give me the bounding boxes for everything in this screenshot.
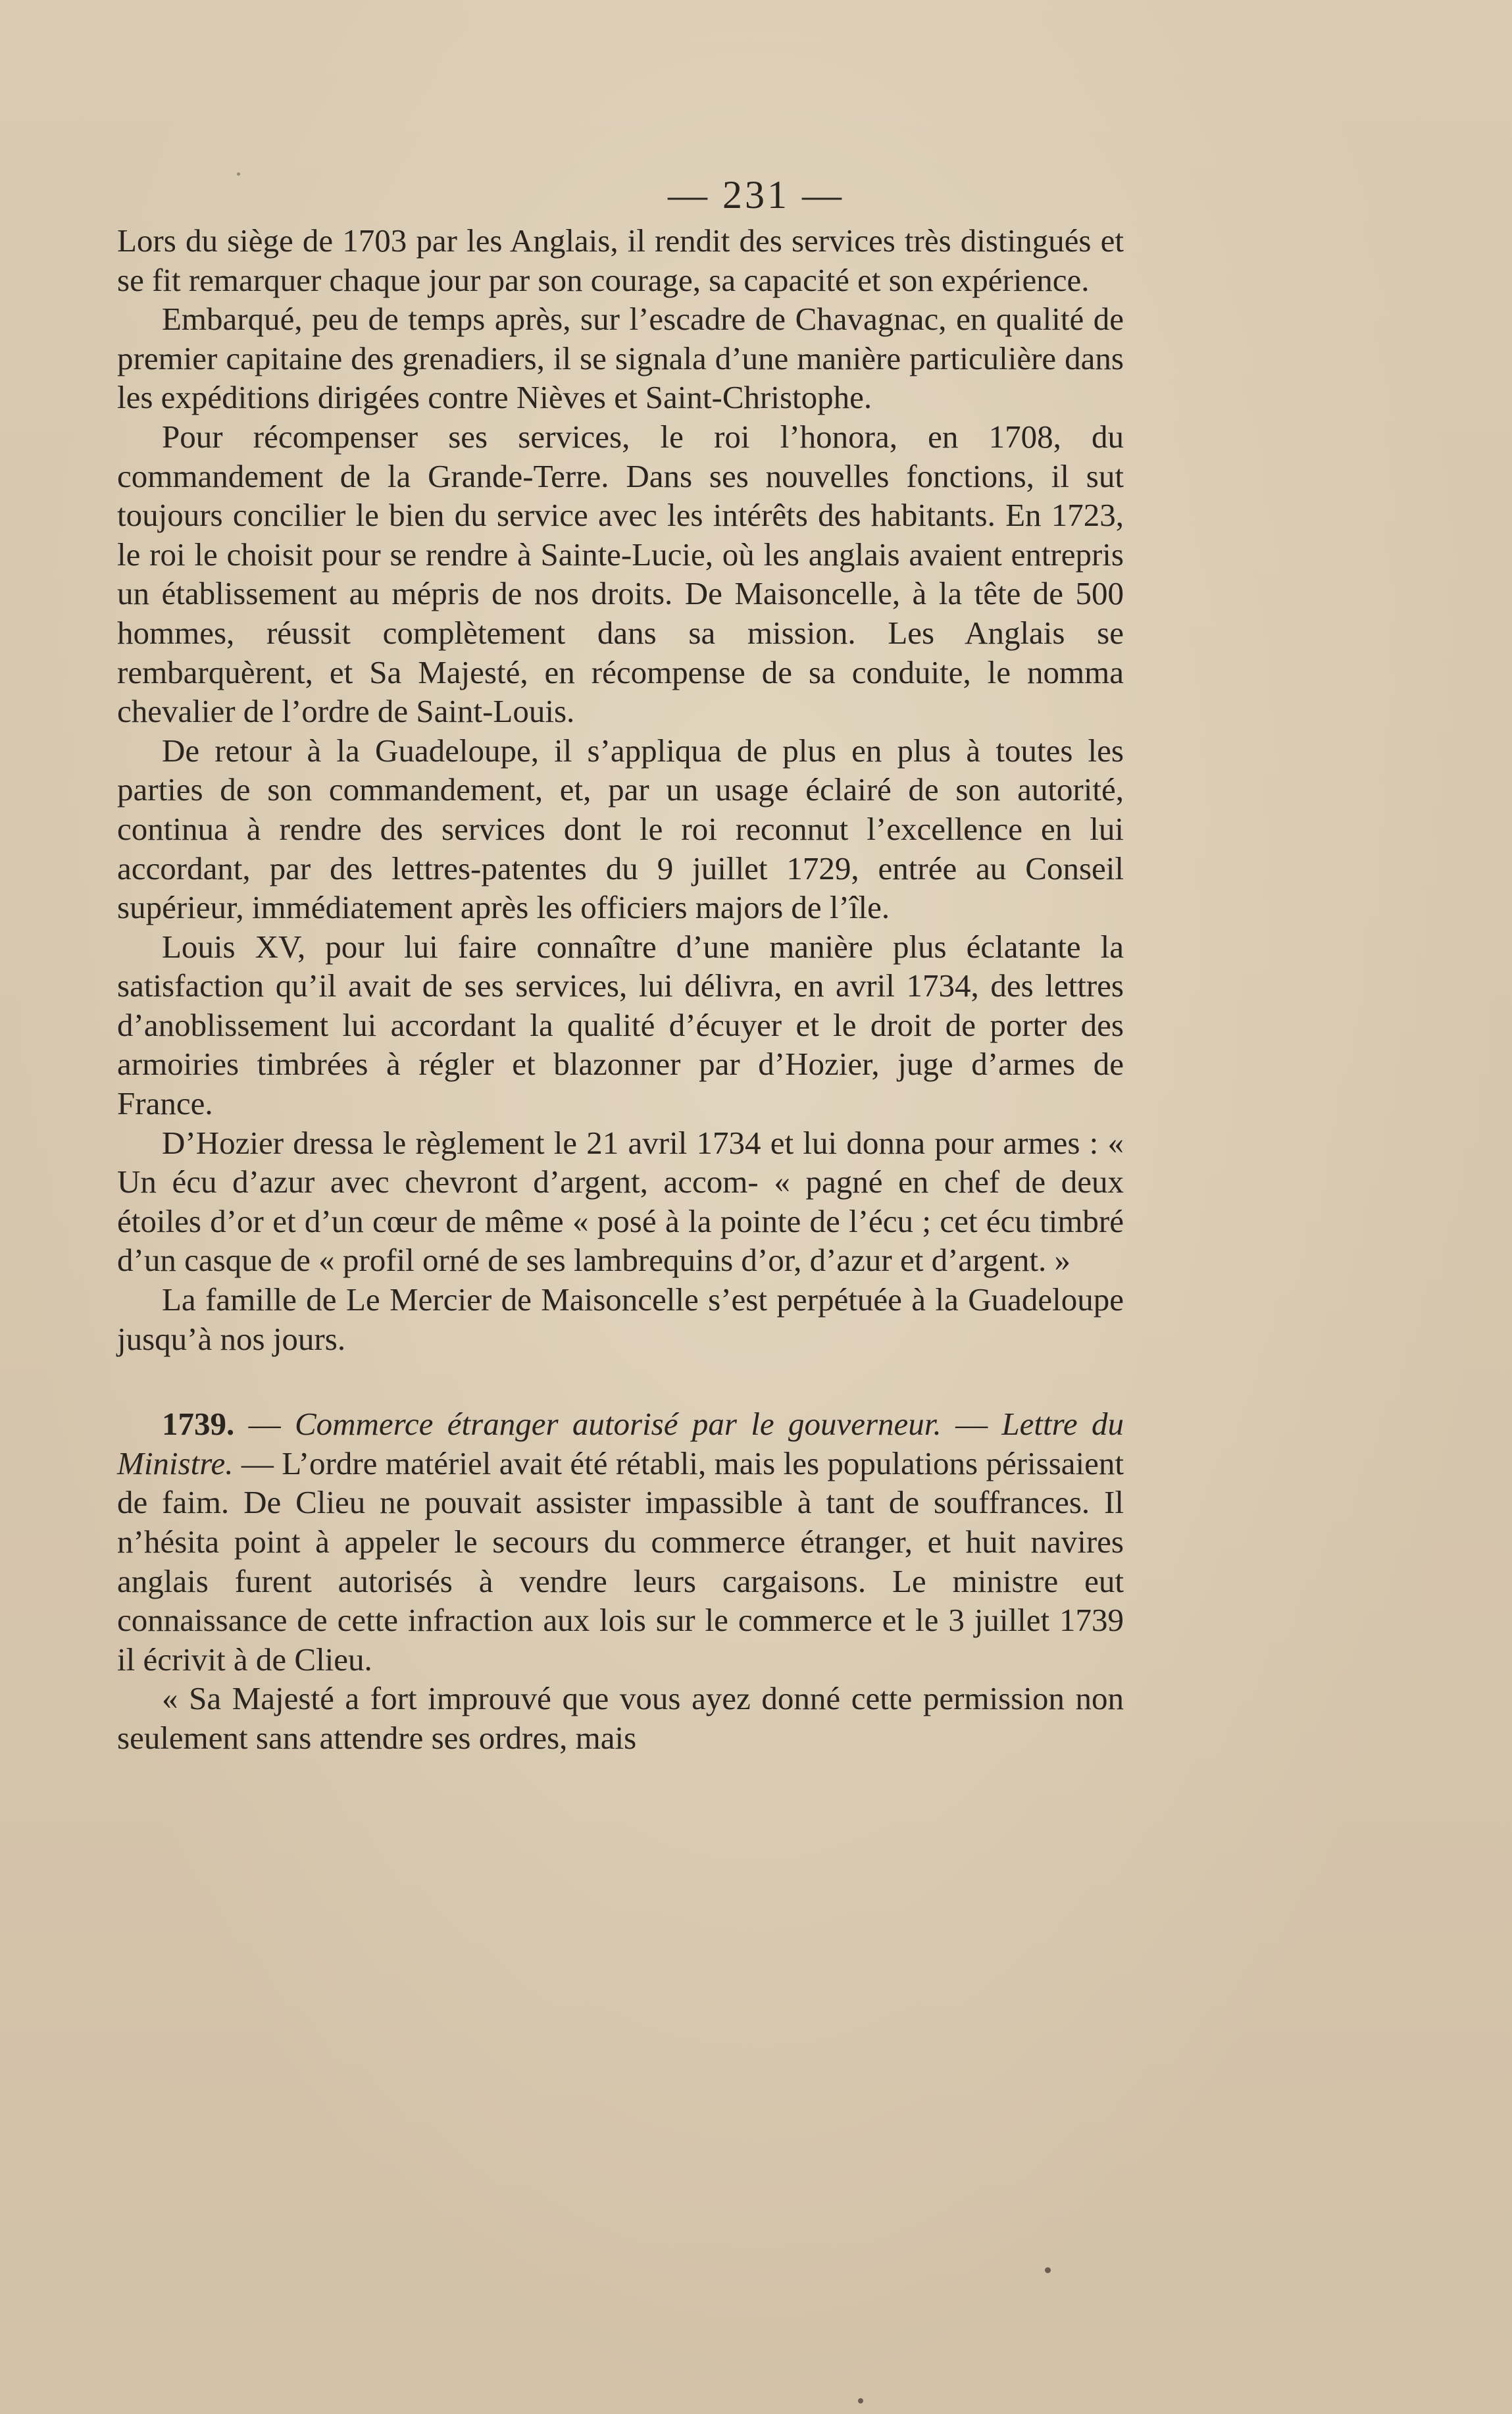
main-text bbox=[117, 221, 1124, 1758]
section-subtitle: Lettre du Ministre. bbox=[117, 1406, 1124, 1481]
section-dash: — bbox=[955, 1406, 988, 1443]
section-spacer bbox=[117, 1358, 1124, 1404]
paragraph: Pour récompenser ses services, le roi l’honora, en 1708, du commandement de la Grande-Terre. Dans ses nouvelles fonctions, il sut toujours concilier le bien du service avec les intérêts des habitants. En 1723, le roi le choisit pour se rendre à Sainte-Lucie, où les anglais avaient entrepris un établissement au mépris de nos droits. De Maisoncelle, à la tête de 500 hommes, réussit complètement dans sa mission. Les Anglais se rembarquèrent, et Sa Majesté, en récompense de sa conduite, le nomma chevalier de l’ordre de Saint-Louis. bbox=[117, 418, 1124, 730]
page-number: — 231 — bbox=[668, 173, 844, 217]
paragraph: Embarqué, peu de temps après, sur l’escadre de Chavagnac, en qualité de premier capitaine des grenadiers, il se signala d’une manière particulière dans les expéditions dirigées contre Nièves et Saint-Christophe. bbox=[117, 301, 1124, 416]
paragraph: La famille de Le Mercier de Maisoncelle s’est perpétuée à la Guadeloupe jusqu’à nos jours. bbox=[117, 1281, 1124, 1357]
paragraph: Lors du siège de 1703 par les Anglais, il rendit des services très distingués et se fit remarquer chaque jour par son courage, sa capacité et son expérience. bbox=[117, 222, 1124, 298]
paper-speck bbox=[1045, 2267, 1051, 2273]
paragraph: D’Hozier dressa le règlement le 21 avril 1734 et lui donna pour armes : « Un écu d’azur avec chevront d’argent, accom- « pagné en chef de deux étoiles d’or et d’un cœur de même « posé à la pointe de l’écu ; cet écu timbré d’un casque de « profil orné de ses lambrequins d’or, d’azur et d’argent. » bbox=[117, 1124, 1124, 1279]
paragraph: Louis XV, pour lui faire connaître d’une manière plus éclatante la satisfaction qu’il avait de ses services, lui délivra, en avril 1734, des lettres d’anoblissement lui accordant la qualité d’écuyer et le droit de porter des armoiries timbrées à régler et blazonner par d’Hozier, juge d’armes de France. bbox=[117, 928, 1124, 1122]
section-paragraph bbox=[117, 1404, 1124, 1679]
paper-speck bbox=[858, 2398, 863, 2403]
section-text: L’ordre matériel avait été rétabli, mais les populations périssaient de faim. De Clieu ne pouvait assister impassible à tant de souffrances. Il n’hésita point à appeler le secours du commerce étranger, et huit navires anglais furent autorisés à vendre leurs cargaisons. Le ministre eut connaissance de cette infraction aux lois sur le commerce et le 3 juillet 1739 il écrivit à de Clieu. bbox=[117, 1445, 1124, 1678]
section-year: 1739. bbox=[162, 1406, 235, 1443]
section-title: Commerce étranger autorisé par le gouverneur. bbox=[294, 1406, 942, 1443]
section-dash: — bbox=[248, 1406, 281, 1443]
paper-speck bbox=[237, 172, 240, 176]
section-dash: — bbox=[241, 1445, 274, 1481]
quote-paragraph: « Sa Majesté a fort improuvé que vous ayez donné cette permission non seulement sans attendre ses ordres, mais bbox=[117, 1680, 1124, 1756]
paragraph: De retour à la Guadeloupe, il s’appliqua de plus en plus à toutes les parties de son commandement, et, par un usage éclairé de son autorité, continua à rendre des services dont le roi reconnut l’excellence en lui accordant, par des lettres-patentes du 9 juillet 1729, entrée au Conseil supérieur, immédiatement après les officiers majors de l’île. bbox=[117, 732, 1124, 926]
